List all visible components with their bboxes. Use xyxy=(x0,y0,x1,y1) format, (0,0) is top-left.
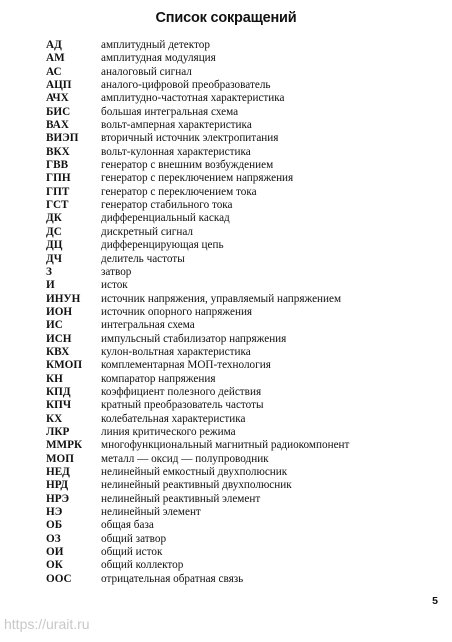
abbreviation-definition: общая база xyxy=(101,519,154,532)
abbreviation-term: И xyxy=(46,279,55,292)
abbreviation-definition: вольт-амперная характеристика xyxy=(101,119,252,132)
abbreviation-row xyxy=(46,493,416,506)
abbreviation-row xyxy=(46,279,416,292)
abbreviation-row xyxy=(46,546,416,559)
abbreviation-term: АЧХ xyxy=(46,92,69,105)
abbreviation-row xyxy=(46,253,416,266)
abbreviation-definition: источник опорного напряжения xyxy=(101,305,253,318)
abbreviation-row xyxy=(46,119,416,132)
abbreviation-row xyxy=(46,132,416,145)
abbreviation-row xyxy=(46,506,416,519)
abbreviation-row xyxy=(46,559,416,572)
abbreviation-term: АЦП xyxy=(46,79,72,92)
abbreviation-term: АМ xyxy=(46,52,65,65)
abbreviation-definition: коэффициент полезного действия xyxy=(101,385,262,398)
abbreviation-row xyxy=(46,573,416,586)
abbreviation-definition: делитель частоты xyxy=(101,252,185,265)
abbreviation-term: ГПТ xyxy=(46,185,70,198)
abbreviation-row xyxy=(46,92,416,105)
abbreviation-row xyxy=(46,293,416,306)
abbreviation-definition: аналого-цифровой преобразователь xyxy=(101,79,271,92)
abbreviation-row xyxy=(46,386,416,399)
abbreviation-row xyxy=(46,66,416,79)
abbreviation-definition: комплементарная МОП-технология xyxy=(101,359,271,372)
abbreviation-row xyxy=(46,413,416,426)
abbreviation-term: НЕД xyxy=(46,466,70,478)
abbreviation-definition: нелинейный реактивный элемент xyxy=(101,492,261,505)
abbreviation-term: ОИ xyxy=(46,546,64,559)
abbreviation-term: ДС xyxy=(46,225,62,238)
abbreviation-term: ДЧ xyxy=(46,252,62,265)
abbreviation-row xyxy=(46,266,416,279)
abbreviation-term: ИНУН xyxy=(46,292,81,305)
abbreviation-term: БИС xyxy=(46,105,71,118)
abbreviation-definition: компаратор напряжения xyxy=(101,372,216,385)
abbreviation-term: МОП xyxy=(46,452,74,465)
abbreviation-definition: генератор стабильного тока xyxy=(101,199,233,212)
abbreviation-row xyxy=(46,199,416,212)
abbreviation-definition: общий коллектор xyxy=(101,559,184,572)
abbreviation-definition: интегральная схема xyxy=(101,319,195,332)
abbreviation-row xyxy=(46,466,416,479)
abbreviation-row xyxy=(46,79,416,92)
abbreviation-definition: затвор xyxy=(101,265,132,278)
abbreviation-definition: кулон-вольтная характеристика xyxy=(101,345,251,358)
abbreviation-term: КХ xyxy=(46,412,63,425)
abbreviation-term: НЭ xyxy=(46,506,63,519)
abbreviation-term: АС xyxy=(46,65,62,78)
abbreviation-term: ГПН xyxy=(46,172,71,185)
abbreviation-definition: источник напряжения, управляемый напряжением xyxy=(101,292,342,305)
abbreviation-definition: вторичный источник электропитания xyxy=(101,132,279,145)
abbreviation-definition: генератор с переключением тока xyxy=(101,185,257,198)
abbreviation-row xyxy=(46,333,416,346)
abbreviation-row xyxy=(46,226,416,239)
abbreviation-term: КПД xyxy=(46,385,71,398)
abbreviation-definition: общий затвор xyxy=(101,532,167,545)
abbreviation-definition: нелинейный элемент xyxy=(101,506,201,519)
abbreviation-term: КМОП xyxy=(46,359,83,372)
abbreviation-definition: амплитудный детектор xyxy=(101,39,210,51)
abbreviation-term: НРД xyxy=(46,479,69,492)
abbreviation-row xyxy=(46,306,416,319)
abbreviation-row xyxy=(46,426,416,439)
abbreviation-definition: нелинейный емкостный двухполюсник xyxy=(101,466,288,478)
abbreviation-definition: отрицательная обратная связь xyxy=(101,572,244,585)
abbreviation-definition: импульсный стабилизатор напряжения xyxy=(101,332,287,345)
abbreviation-term: КПЧ xyxy=(46,399,72,412)
abbreviation-term: ВАХ xyxy=(46,119,69,132)
abbreviation-row xyxy=(46,319,416,332)
abbreviation-row xyxy=(46,39,416,52)
abbreviation-term: ГСТ xyxy=(46,199,69,212)
abbreviation-term: АД xyxy=(46,39,62,51)
abbreviation-definition: общий исток xyxy=(101,546,163,559)
abbreviation-row xyxy=(46,479,416,492)
abbreviation-term: ВИЭП xyxy=(46,132,79,145)
abbreviation-term: ОБ xyxy=(46,519,63,532)
abbreviation-definition: линия критического режима xyxy=(101,425,236,438)
page-title: Список сокращений xyxy=(155,10,297,26)
abbreviation-definition: дифференцирующая цепь xyxy=(101,239,224,252)
abbreviation-row xyxy=(46,373,416,386)
abbreviation-row xyxy=(46,399,416,412)
abbreviation-definition: колебательная характеристика xyxy=(101,412,246,425)
abbreviation-definition: генератор с внешним возбуждением xyxy=(101,159,274,172)
abbreviation-term: З xyxy=(46,265,52,278)
abbreviation-term: КН xyxy=(46,372,63,385)
abbreviation-row xyxy=(46,186,416,199)
abbreviation-row xyxy=(46,439,416,452)
abbreviation-row xyxy=(46,519,416,532)
abbreviation-definition: большая интегральная схема xyxy=(101,105,239,118)
abbreviation-definition: металл — оксид — полупроводник xyxy=(101,452,269,465)
abbreviation-term: КВХ xyxy=(46,345,70,358)
abbreviation-term: ОК xyxy=(46,559,63,572)
abbreviation-definition: амплитудная модуляция xyxy=(101,52,216,65)
abbreviation-definition: амплитудно-частотная характеристика xyxy=(101,92,285,105)
abbreviation-term: ИСН xyxy=(46,332,72,345)
abbreviation-term: ООС xyxy=(46,572,72,585)
abbreviation-term: НРЭ xyxy=(46,492,70,505)
abbreviation-row xyxy=(46,453,416,466)
watermark-url: https://urait.ru xyxy=(4,616,90,632)
abbreviation-term: ГВВ xyxy=(46,159,69,172)
abbreviation-definition: нелинейный реактивный двухполюсник xyxy=(101,479,292,492)
abbreviation-term: ЛКР xyxy=(46,425,70,438)
abbreviation-term: ДЦ xyxy=(46,239,63,252)
abbreviation-term: ОЗ xyxy=(46,532,61,545)
abbreviation-row xyxy=(46,533,416,546)
abbreviation-row xyxy=(46,172,416,185)
abbreviation-definition: аналоговый сигнал xyxy=(101,65,192,78)
abbreviation-row xyxy=(46,159,416,172)
abbreviation-list xyxy=(46,39,416,586)
abbreviation-definition: вольт-кулонная характеристика xyxy=(101,145,251,158)
abbreviation-definition: генератор с переключением напряжения xyxy=(101,172,294,185)
abbreviation-term: ММРК xyxy=(46,439,83,452)
abbreviation-row xyxy=(46,346,416,359)
abbreviation-row xyxy=(46,106,416,119)
abbreviation-definition: кратный преобразователь частоты xyxy=(101,399,264,412)
abbreviation-row xyxy=(46,212,416,225)
abbreviation-term: ДК xyxy=(46,212,62,225)
page-number: 5 xyxy=(432,595,438,607)
abbreviation-definition: многофункциональный магнитный радиокомпонент xyxy=(101,439,350,452)
abbreviation-definition: дифференциальный каскад xyxy=(101,212,230,225)
abbreviation-term: ИС xyxy=(46,319,63,332)
abbreviation-row xyxy=(46,239,416,252)
abbreviation-row xyxy=(46,146,416,159)
abbreviation-term: ИОН xyxy=(46,305,73,318)
abbreviation-row xyxy=(46,52,416,65)
abbreviation-row xyxy=(46,359,416,372)
abbreviation-definition: исток xyxy=(101,279,128,292)
abbreviation-definition: дискретный сигнал xyxy=(101,225,193,238)
abbreviation-term: ВКХ xyxy=(46,145,70,158)
